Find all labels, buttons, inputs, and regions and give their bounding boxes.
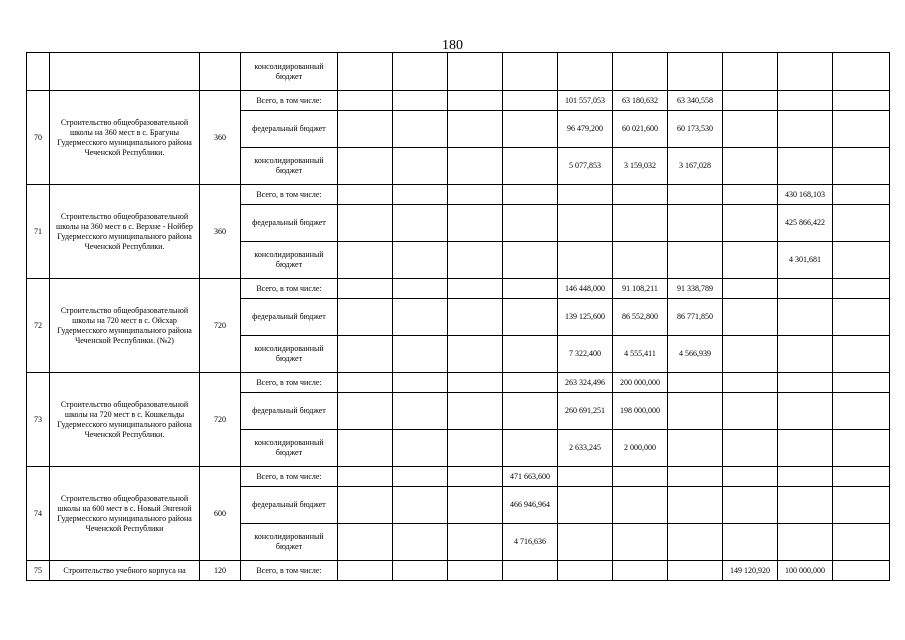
table-row bbox=[27, 373, 890, 393]
amount-cell bbox=[338, 111, 393, 148]
capacity-cell: 720 bbox=[200, 373, 241, 467]
amount-cell bbox=[338, 524, 393, 561]
amount-cell bbox=[668, 185, 723, 205]
amount-cell bbox=[503, 336, 558, 373]
amount-cell bbox=[448, 336, 503, 373]
amount-cell bbox=[833, 111, 890, 148]
capacity-cell bbox=[200, 53, 241, 91]
amount-cell bbox=[833, 91, 890, 111]
object-name-cell: Строительство общеобразовательной школы на 720 мест в с. Кошкельды Гудермесского муниципального района Чеченской Республики. bbox=[50, 373, 200, 467]
funding-source-cell: консолидированный бюджет bbox=[241, 336, 338, 373]
amount-cell bbox=[778, 336, 833, 373]
amount-cell bbox=[833, 487, 890, 524]
amount-cell: 263 324,496 bbox=[558, 373, 613, 393]
amount-cell bbox=[668, 373, 723, 393]
object-name-cell: Строительство общеобразовательной школы на 360 мест в с. Верхне - Нойбер Гудермесского муниципального района Чеченской Республики. bbox=[50, 185, 200, 279]
amount-cell bbox=[393, 467, 448, 487]
funding-source-cell: федеральный бюджет bbox=[241, 393, 338, 430]
amount-cell bbox=[723, 524, 778, 561]
amount-cell bbox=[393, 561, 448, 581]
amount-cell: 4 555,411 bbox=[613, 336, 668, 373]
funding-source-cell: федеральный бюджет bbox=[241, 299, 338, 336]
amount-cell bbox=[723, 487, 778, 524]
amount-cell bbox=[393, 299, 448, 336]
amount-cell bbox=[338, 242, 393, 279]
amount-cell bbox=[393, 487, 448, 524]
amount-cell bbox=[448, 467, 503, 487]
amount-cell: 4 566,939 bbox=[668, 336, 723, 373]
amount-cell bbox=[778, 279, 833, 299]
amount-cell: 86 552,800 bbox=[613, 299, 668, 336]
amount-cell bbox=[558, 185, 613, 205]
amount-cell bbox=[448, 205, 503, 242]
amount-cell bbox=[778, 487, 833, 524]
amount-cell: 139 125,600 bbox=[558, 299, 613, 336]
capacity-cell: 360 bbox=[200, 91, 241, 185]
amount-cell bbox=[558, 524, 613, 561]
amount-cell bbox=[613, 185, 668, 205]
capacity-cell: 120 bbox=[200, 561, 241, 581]
amount-cell bbox=[338, 185, 393, 205]
funding-source-cell: консолидированный бюджет bbox=[241, 53, 338, 91]
amount-cell bbox=[833, 430, 890, 467]
amount-cell bbox=[778, 430, 833, 467]
amount-cell bbox=[558, 467, 613, 487]
amount-cell: 4 301,681 bbox=[778, 242, 833, 279]
row-number-cell bbox=[27, 53, 50, 91]
amount-cell: 60 173,530 bbox=[668, 111, 723, 148]
capacity-cell: 600 bbox=[200, 467, 241, 561]
amount-cell: 2 000,000 bbox=[613, 430, 668, 467]
object-name-cell: Строительство общеобразовательной школы на 600 мест в с. Новый Энгеной Гудермесского муниципального района Чеченской Республики bbox=[50, 467, 200, 561]
amount-cell bbox=[338, 205, 393, 242]
amount-cell bbox=[558, 561, 613, 581]
amount-cell: 5 077,853 bbox=[558, 148, 613, 185]
amount-cell bbox=[833, 53, 890, 91]
table-row bbox=[27, 279, 890, 299]
amount-cell bbox=[778, 148, 833, 185]
amount-cell bbox=[723, 430, 778, 467]
amount-cell: 91 338,789 bbox=[668, 279, 723, 299]
amount-cell bbox=[558, 53, 613, 91]
amount-cell bbox=[613, 205, 668, 242]
amount-cell bbox=[833, 279, 890, 299]
amount-cell bbox=[778, 373, 833, 393]
amount-cell bbox=[338, 373, 393, 393]
amount-cell: 260 691,251 bbox=[558, 393, 613, 430]
amount-cell bbox=[833, 205, 890, 242]
amount-cell bbox=[448, 148, 503, 185]
row-number-cell: 71 bbox=[27, 185, 50, 279]
table-row bbox=[27, 467, 890, 487]
amount-cell bbox=[503, 279, 558, 299]
amount-cell bbox=[613, 487, 668, 524]
funding-source-cell: федеральный бюджет bbox=[241, 111, 338, 148]
amount-cell bbox=[723, 91, 778, 111]
amount-cell bbox=[393, 373, 448, 393]
amount-cell bbox=[393, 393, 448, 430]
object-name-cell: Строительство общеобразовательной школы на 360 мест в с. Брагуны Гудермесского муниципального района Чеченской Республики. bbox=[50, 91, 200, 185]
amount-cell: 100 000,000 bbox=[778, 561, 833, 581]
row-number-cell: 75 bbox=[27, 561, 50, 581]
funding-source-cell: консолидированный бюджет bbox=[241, 524, 338, 561]
amount-cell bbox=[613, 242, 668, 279]
object-name-cell: Строительство учебного корпуса на bbox=[50, 561, 200, 581]
amount-cell bbox=[723, 205, 778, 242]
amount-cell bbox=[393, 430, 448, 467]
row-number-cell: 73 bbox=[27, 373, 50, 467]
amount-cell bbox=[778, 111, 833, 148]
amount-cell bbox=[778, 91, 833, 111]
amount-cell bbox=[833, 299, 890, 336]
table-row bbox=[27, 53, 890, 91]
amount-cell bbox=[338, 279, 393, 299]
amount-cell bbox=[723, 393, 778, 430]
amount-cell bbox=[833, 524, 890, 561]
amount-cell bbox=[503, 299, 558, 336]
amount-cell bbox=[448, 430, 503, 467]
capacity-cell: 360 bbox=[200, 185, 241, 279]
amount-cell bbox=[503, 111, 558, 148]
amount-cell bbox=[448, 91, 503, 111]
funding-source-cell: консолидированный бюджет bbox=[241, 242, 338, 279]
funding-source-cell: Всего, в том числе: bbox=[241, 373, 338, 393]
amount-cell bbox=[668, 430, 723, 467]
amount-cell bbox=[833, 373, 890, 393]
amount-cell: 430 168,103 bbox=[778, 185, 833, 205]
amount-cell bbox=[393, 279, 448, 299]
table-row bbox=[27, 185, 890, 205]
funding-source-cell: федеральный бюджет bbox=[241, 205, 338, 242]
funding-source-cell: консолидированный бюджет bbox=[241, 148, 338, 185]
amount-cell bbox=[338, 561, 393, 581]
amount-cell: 7 322,400 bbox=[558, 336, 613, 373]
amount-cell bbox=[393, 524, 448, 561]
funding-source-cell: Всего, в том числе: bbox=[241, 91, 338, 111]
amount-cell: 101 557,053 bbox=[558, 91, 613, 111]
amount-cell bbox=[393, 111, 448, 148]
amount-cell bbox=[833, 242, 890, 279]
amount-cell bbox=[503, 53, 558, 91]
amount-cell bbox=[668, 487, 723, 524]
amount-cell: 63 180,632 bbox=[613, 91, 668, 111]
amount-cell bbox=[833, 393, 890, 430]
funding-source-cell: Всего, в том числе: bbox=[241, 185, 338, 205]
row-number-cell: 70 bbox=[27, 91, 50, 185]
amount-cell bbox=[338, 467, 393, 487]
capacity-cell: 720 bbox=[200, 279, 241, 373]
amount-cell bbox=[393, 205, 448, 242]
amount-cell bbox=[338, 393, 393, 430]
amount-cell: 149 120,920 bbox=[723, 561, 778, 581]
table-row bbox=[27, 91, 890, 111]
amount-cell: 60 021,600 bbox=[613, 111, 668, 148]
amount-cell: 4 716,636 bbox=[503, 524, 558, 561]
amount-cell bbox=[338, 299, 393, 336]
amount-cell bbox=[393, 242, 448, 279]
amount-cell bbox=[448, 561, 503, 581]
amount-cell bbox=[448, 393, 503, 430]
amount-cell bbox=[833, 336, 890, 373]
amount-cell bbox=[503, 242, 558, 279]
amount-cell bbox=[778, 393, 833, 430]
object-name-cell: Строительство общеобразовательной школы на 720 мест в с. Ойсхар Гудермесского муниципального района Чеченской Республики. (№2) bbox=[50, 279, 200, 373]
amount-cell bbox=[558, 205, 613, 242]
amount-cell bbox=[503, 205, 558, 242]
amount-cell bbox=[723, 111, 778, 148]
amount-cell bbox=[723, 336, 778, 373]
amount-cell bbox=[723, 53, 778, 91]
amount-cell: 198 000,000 bbox=[613, 393, 668, 430]
amount-cell bbox=[448, 53, 503, 91]
funding-source-cell: Всего, в том числе: bbox=[241, 467, 338, 487]
amount-cell bbox=[503, 373, 558, 393]
table-row bbox=[27, 561, 890, 581]
amount-cell bbox=[833, 148, 890, 185]
amount-cell bbox=[613, 524, 668, 561]
amount-cell bbox=[448, 524, 503, 561]
amount-cell bbox=[503, 430, 558, 467]
amount-cell bbox=[448, 111, 503, 148]
amount-cell bbox=[503, 185, 558, 205]
amount-cell bbox=[723, 242, 778, 279]
amount-cell: 3 167,028 bbox=[668, 148, 723, 185]
amount-cell bbox=[393, 185, 448, 205]
amount-cell: 471 663,600 bbox=[503, 467, 558, 487]
amount-cell bbox=[448, 487, 503, 524]
amount-cell bbox=[338, 487, 393, 524]
amount-cell bbox=[338, 336, 393, 373]
page-number: 180 bbox=[442, 38, 463, 53]
amount-cell bbox=[613, 561, 668, 581]
amount-cell bbox=[338, 148, 393, 185]
amount-cell bbox=[448, 279, 503, 299]
amount-cell bbox=[723, 373, 778, 393]
amount-cell bbox=[723, 185, 778, 205]
row-number-cell: 74 bbox=[27, 467, 50, 561]
funding-source-cell: Всего, в том числе: bbox=[241, 279, 338, 299]
amount-cell bbox=[833, 467, 890, 487]
amount-cell: 63 340,558 bbox=[668, 91, 723, 111]
amount-cell bbox=[613, 467, 668, 487]
amount-cell bbox=[723, 279, 778, 299]
amount-cell: 466 946,964 bbox=[503, 487, 558, 524]
amount-cell bbox=[833, 185, 890, 205]
amount-cell bbox=[778, 524, 833, 561]
amount-cell: 200 000,000 bbox=[613, 373, 668, 393]
amount-cell: 96 479,200 bbox=[558, 111, 613, 148]
funding-source-cell: консолидированный бюджет bbox=[241, 430, 338, 467]
amount-cell bbox=[723, 299, 778, 336]
amount-cell bbox=[338, 53, 393, 91]
amount-cell bbox=[558, 242, 613, 279]
amount-cell bbox=[503, 393, 558, 430]
amount-cell bbox=[393, 336, 448, 373]
amount-cell bbox=[503, 148, 558, 185]
amount-cell bbox=[778, 53, 833, 91]
amount-cell bbox=[448, 299, 503, 336]
amount-cell bbox=[668, 53, 723, 91]
amount-cell bbox=[393, 53, 448, 91]
funding-source-cell: федеральный бюджет bbox=[241, 487, 338, 524]
funding-source-cell: Всего, в том числе: bbox=[241, 561, 338, 581]
amount-cell bbox=[558, 487, 613, 524]
amount-cell bbox=[503, 91, 558, 111]
amount-cell bbox=[393, 91, 448, 111]
amount-cell: 425 866,422 bbox=[778, 205, 833, 242]
amount-cell bbox=[723, 467, 778, 487]
amount-cell: 2 633,245 bbox=[558, 430, 613, 467]
amount-cell bbox=[668, 467, 723, 487]
object-name-cell bbox=[50, 53, 200, 91]
amount-cell: 3 159,032 bbox=[613, 148, 668, 185]
amount-cell bbox=[778, 467, 833, 487]
amount-cell: 91 108,211 bbox=[613, 279, 668, 299]
amount-cell bbox=[393, 148, 448, 185]
amount-cell: 86 771,850 bbox=[668, 299, 723, 336]
amount-cell bbox=[448, 185, 503, 205]
amount-cell bbox=[448, 373, 503, 393]
amount-cell bbox=[723, 148, 778, 185]
amount-cell bbox=[668, 524, 723, 561]
budget-table bbox=[26, 52, 890, 581]
amount-cell bbox=[448, 242, 503, 279]
amount-cell bbox=[668, 242, 723, 279]
amount-cell bbox=[668, 393, 723, 430]
amount-cell bbox=[613, 53, 668, 91]
amount-cell bbox=[778, 299, 833, 336]
amount-cell: 146 448,000 bbox=[558, 279, 613, 299]
amount-cell bbox=[503, 561, 558, 581]
amount-cell bbox=[338, 91, 393, 111]
amount-cell bbox=[668, 561, 723, 581]
amount-cell bbox=[833, 561, 890, 581]
amount-cell bbox=[338, 430, 393, 467]
amount-cell bbox=[668, 205, 723, 242]
row-number-cell: 72 bbox=[27, 279, 50, 373]
